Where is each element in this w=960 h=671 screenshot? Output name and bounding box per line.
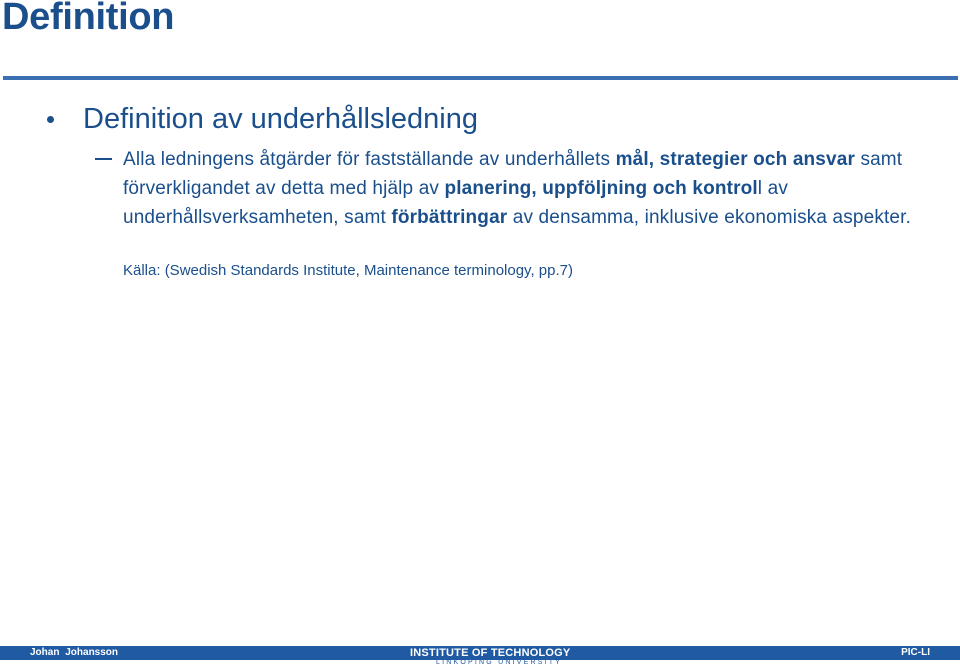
definition-text: av densamma, inklusive ekonomiska aspekter. [507,207,912,228]
definition-emphasis: förbättringar [391,207,508,228]
footer-code: PIC-LI [901,647,930,658]
definition-text: samt förverkligandet av detta med hjälp av [123,149,903,199]
slide-title: Definition [2,0,175,38]
definition-emphasis: mål, strategier och ansvar [615,149,856,170]
bullet-heading: Definition av underhållsledning [83,103,478,135]
definition-emphasis: planering, uppföljning och kontrol [444,178,758,199]
footer-author: Johan Johansson [30,647,119,658]
bullet-dot-icon [47,116,54,123]
definition-paragraph [123,145,923,232]
definition-text: l av underhållsverksamheten, samt [123,178,788,228]
footer-institute-logo: INSTITUTE OF TECHNOLOGY [410,647,571,659]
title-divider [3,76,958,80]
footer-university: LINKÖPING UNIVERSITY [436,659,563,666]
definition-text: Alla ledningens åtgärder för fastställande av underhållets [123,149,616,170]
dash-bullet-icon [95,158,112,160]
source-citation: Källa: (Swedish Standards Institute, Maintenance terminology, pp.7) [123,262,573,279]
